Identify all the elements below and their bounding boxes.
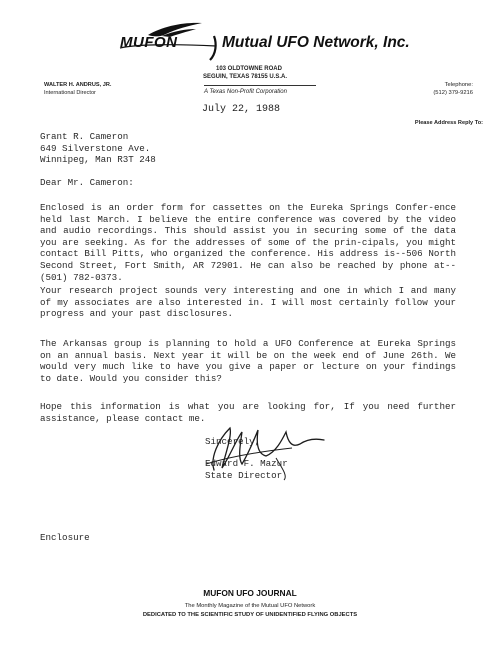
telephone-label: Telephone: — [444, 82, 473, 88]
director-title: International Director — [44, 90, 96, 96]
nonprofit-note: A Texas Non-Profit Corporation — [204, 89, 287, 95]
closing: Sincerely, — [205, 436, 261, 447]
journal-title: MUFON UFO JOURNAL — [203, 588, 297, 598]
body-paragraph: Enclosed is an order form for cassettes on the Eureka Springs Confer-ence held last March. I believe the entire conference was covered by the video and audio recordings. This should assist you in securing some of the data you are seeking. As for the addresses of some of the prin-cipals, you might contact Bill Pitts, who organized the conference. His address is--506 North Second Street, Fort Smith, AR 72901. He can also be reached by phone at--(501) 782-0373. — [40, 202, 456, 283]
director-name: WALTER H. ANDRUS, JR. — [44, 82, 112, 88]
salutation: Dear Mr. Cameron: — [40, 177, 134, 188]
body-paragraph: Hope this information is what you are looking for, If you need further assistance, please contact me. — [40, 401, 456, 424]
enclosure-note: Enclosure — [40, 532, 90, 543]
signer-name: Edward F. Mazur — [205, 458, 288, 469]
telephone-number: (512) 379-9216 — [433, 90, 473, 96]
letterhead-divider — [204, 85, 316, 86]
journal-subtitle: The Monthly Magazine of the Mutual UFO Network — [184, 603, 316, 609]
signer-title: State Director — [205, 470, 283, 481]
body-paragraph: The Arkansas group is planning to hold a UFO Conference at Eureka Springs on an annual basis. Next year it will be on the week end of June 26th. We would very much like to have you give a paper or lecture on your findings to date. Would you consider this? — [40, 338, 456, 384]
body-paragraph: Your research project sounds very interesting and one in which I and many of my associates are also interested in. I will most certainly follow your progress and your past disclosures. — [40, 285, 456, 320]
logo-wordmark: MUFON — [120, 34, 178, 51]
recipient-line: 649 Silverstone Ave. — [40, 142, 151, 154]
journal-tagline: DEDICATED TO THE SCIENTIFIC STUDY OF UNIDENTIFIED FLYING OBJECTS — [142, 612, 358, 618]
recipient-line: Grant R. Cameron — [40, 131, 129, 142]
letter-date: July 22, 1988 — [202, 104, 281, 115]
address-line-2: SEGUIN, TEXAS 78155 U.S.A. — [203, 74, 288, 80]
recipient-address — [40, 131, 156, 166]
organization-name: Mutual UFO Network, Inc. — [222, 34, 410, 51]
recipient-line: Winnipeg, Man R3T 248 — [40, 154, 156, 166]
address-line-1: 103 OLDTOWNE ROAD — [216, 66, 282, 72]
reply-note: Please Address Reply To: — [414, 120, 483, 126]
